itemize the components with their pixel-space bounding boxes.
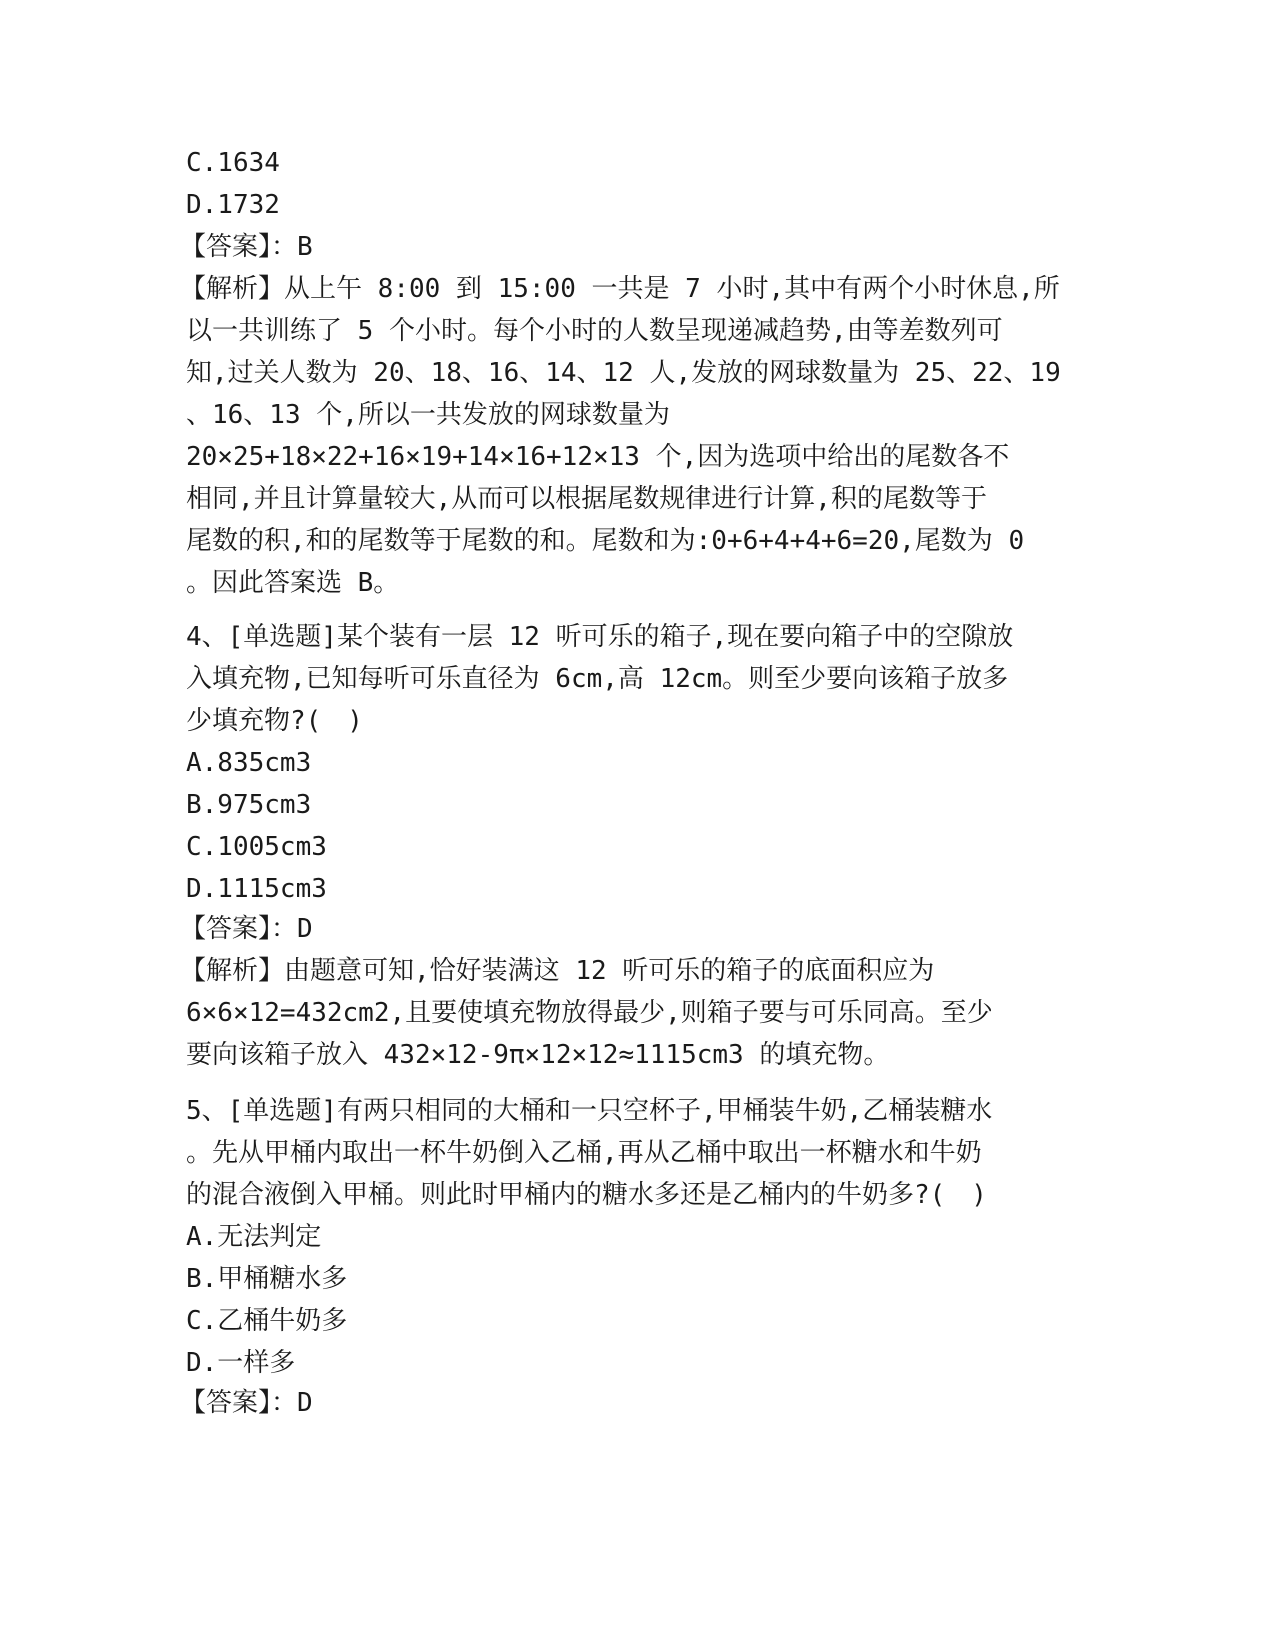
analysis-text: 以一共训练了 5 个小时。每个小时的人数呈现递减趋势,由等差数列可 (186, 316, 1003, 346)
option-b: B.975cm3 (186, 790, 312, 820)
analysis-text: 要向该箱子放入 432×12-9π×12×12≈1115cm3 的填充物。 (186, 1040, 890, 1070)
answer-label: 【答案】 (180, 1388, 272, 1418)
question-stem: 少填充物?( ) (186, 706, 363, 736)
analysis-line (180, 950, 934, 992)
option-d: D.1115cm3 (186, 874, 327, 904)
analysis-text: 、16、13 个,所以一共发放的网球数量为 (186, 400, 670, 430)
answer-label: 【答案】 (180, 914, 272, 944)
answer-line (180, 226, 313, 268)
analysis-text: 。因此答案选 B。 (186, 568, 400, 598)
analysis-text: 从上午 8:00 到 15:00 一共是 7 小时,其中有两个小时休息,所 (284, 274, 1060, 304)
answer-line (180, 908, 313, 950)
answer-line (180, 1382, 313, 1424)
analysis-text: 知,过关人数为 20、18、16、14、12 人,发放的网球数量为 25、22、19 (186, 358, 1061, 388)
option-d: D.1732 (186, 190, 280, 220)
answer-value: ：D (271, 1388, 313, 1418)
question-stem: 。先从甲桶内取出一杯牛奶倒入乙桶,再从乙桶中取出一杯糖水和牛奶 (186, 1138, 982, 1168)
analysis-text: 20×25+18×22+16×19+14×16+12×13 个,因为选项中给出的尾数各不 (186, 442, 1010, 472)
option-c: C.乙桶牛奶多 (186, 1306, 348, 1336)
analysis-text: 尾数的积,和的尾数等于尾数的和。尾数和为:0+6+4+4+6=20,尾数为 0 (186, 526, 1025, 556)
answer-value: ：D (271, 914, 313, 944)
question-stem: 入填充物,已知每听可乐直径为 6cm,高 12cm。则至少要向该箱子放多 (186, 664, 1009, 694)
answer-label: 【答案】 (180, 232, 272, 262)
question-stem: 5、[单选题]有两只相同的大桶和一只空杯子,甲桶装牛奶,乙桶装糖水 (186, 1096, 993, 1126)
analysis-label: 【解析】 (180, 956, 285, 986)
option-a: A.835cm3 (186, 748, 312, 778)
question-stem: 的混合液倒入甲桶。则此时甲桶内的糖水多还是乙桶内的牛奶多?( ) (186, 1180, 987, 1210)
analysis-text: 相同,并且计算量较大,从而可以根据尾数规律进行计算,积的尾数等于 (186, 484, 987, 514)
analysis-text: 6×6×12=432cm2,且要使填充物放得最少,则箱子要与可乐同高。至少 (186, 998, 993, 1028)
option-b: B.甲桶糖水多 (186, 1264, 348, 1294)
option-d: D.一样多 (186, 1348, 296, 1378)
option-a: A.无法判定 (186, 1222, 322, 1252)
analysis-label: 【解析】 (180, 274, 285, 304)
option-c: C.1634 (186, 148, 280, 178)
answer-value: ：B (271, 232, 313, 262)
question-stem: 4、[单选题]某个装有一层 12 听可乐的箱子,现在要向箱子中的空隙放 (186, 622, 1014, 652)
analysis-line (180, 268, 1060, 310)
option-c: C.1005cm3 (186, 832, 327, 862)
analysis-text: 由题意可知,恰好装满这 12 听可乐的箱子的底面积应为 (284, 956, 935, 986)
